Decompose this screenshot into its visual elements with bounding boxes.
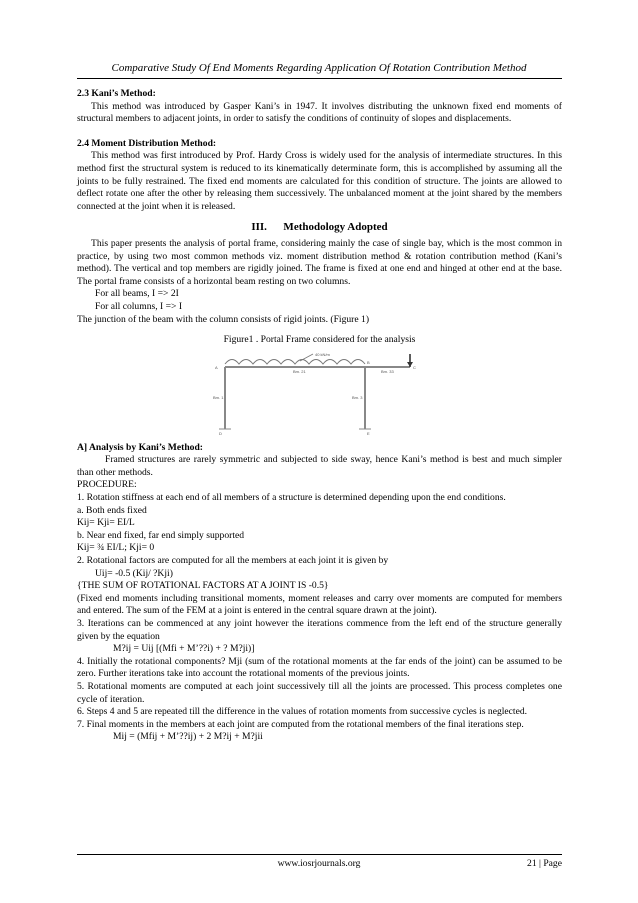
paragraph-a-intro: Framed structures are rarely symmetric and subjected to side sway, hence Kani’s method is best and much simpler than other methods. <box>77 454 562 478</box>
joint-e-label: E <box>366 430 370 436</box>
heading-2-4: 2.4 Moment Distribution Method: <box>77 137 217 149</box>
step-7-equation: Mij = (Mfij + M’??ij) + 2 M?ij + M?jii <box>113 731 263 743</box>
columns-rule: For all columns, I => I <box>95 300 183 312</box>
step-1a-equation: Kij= Kji= EI/L <box>77 517 135 529</box>
step-3-equation: M?ij = Uij [(Mfi + M’??i) + ? M?ji)] <box>113 643 255 655</box>
step-2-note: {THE SUM OF ROTATIONAL FACTORS AT A JOINT IS -0.5} <box>77 580 329 592</box>
step-5: 5. Rotational moments are computed at each joint successively till all the joints are processed. This process completes one cycle of iteration. <box>77 680 562 705</box>
step-3: 3. Iterations can be commenced at any joint however the iterations commence from the left end of the structure generally given by the equation <box>77 618 562 642</box>
joint-a-label: A <box>214 364 218 370</box>
joint-c-label: C <box>412 364 416 370</box>
paragraph-2-4: This method was first introduced by Prof. Hardy Cross is widely used for the analysis of intermediate structures. In this method first the structural system is reduced to its kinematically determinate form, this is accomplished by assuming all the joints to be fully restrained. The fixed end moments are calculated for this condition of structure. The joints are allowed to deflect rotate one after the other by releasing them successively. The unbalanced moment at the joint shared by the members connected at the joint when it is released. <box>77 150 562 212</box>
left-column-label: Bm. 1 <box>212 394 223 400</box>
step-7: 7. Final moments in the members at each joint are computed from the rotational members of the final iterations step. <box>77 718 524 730</box>
paragraph-2-3: This method was introduced by Gasper Kani’s in 1947. It involves distributing the unknown fixed end moments of structural members to adjacent joints, in order to satisfy the conditions of continuity of slopes and displacements. <box>77 100 562 125</box>
load-label: 40 kN/m <box>314 351 330 357</box>
heading-2-3: 2.3 Kani’s Method: <box>77 88 156 99</box>
step-2: 2. Rotational factors are computed for all the members at each joint it is given by <box>77 555 389 567</box>
beams-rule: For all beams, I => 2I <box>95 288 179 300</box>
udl-curve <box>225 359 365 364</box>
running-header: Comparative Study Of End Moments Regarding Application Of Rotation Contribution Method <box>111 62 527 74</box>
step-1b-equation: Kij= ¾ EI/L; Kji= 0 <box>77 542 155 554</box>
beam-label: Bm. 21 <box>292 368 306 374</box>
step-2-parenthetical: (Fixed end moments including transitional moments, moment releases and carry over moments are computed for members and entered. The sum of the FEM at a joint is entered in the central square drawn at the joint). <box>77 592 562 617</box>
step-4: 4. Initially the rotational components? Mji (sum of the rotational moments at the far ends of the joint) can be assumed to be zero. Further iterations take into account the rotational moments of the previous joints. <box>77 655 562 680</box>
page-content <box>77 88 562 744</box>
figure-caption: Figure1 . Portal Frame considered for the analysis <box>223 334 416 346</box>
footer-rule <box>77 854 562 855</box>
step-1b: b. Near end fixed, far end simply supported <box>77 529 245 541</box>
paragraph-3: This paper presents the analysis of portal frame, considering mainly the case of single bay, which is the most common in practice, by using two most common methods viz. moment distribution method & rotation contribution method (Kani’s method). The vertical and top members are rigidly joined. The frame is fixed at one end and hinged at other end at the base. The portal frame consists of a horizontal beam resting on two columns. <box>77 237 562 287</box>
joint-d-label: D <box>218 430 222 436</box>
junction-text: The junction of the beam with the column consists of rigid joints. (Figure 1) <box>77 313 370 325</box>
step-6: 6. Steps 4 and 5 are repeated till the difference in the values of rotation moments from successive cycles is neglected. <box>77 706 528 718</box>
portal-frame-figure <box>205 351 435 436</box>
cantilever-label: Bm. 33 <box>380 368 394 374</box>
step-1: 1. Rotation stiffness at each end of all members of a structure is determined depending upon the end conditions. <box>77 492 506 504</box>
header-rule <box>77 78 562 79</box>
step-2-equation: Uij= -0.5 (Kij/ ?Kji) <box>95 567 173 579</box>
footer-page-number: 21 | Page <box>527 858 562 869</box>
heading-a: A] Analysis by Kani’s Method: <box>77 441 203 453</box>
section-heading-3: III. Methodology Adopted <box>251 221 388 234</box>
footer-url: www.iosrjournals.org <box>277 858 361 869</box>
right-column-label: Bm. 3 <box>351 394 362 400</box>
joint-b-label: B <box>366 359 370 365</box>
step-1a: a. Both ends fixed <box>77 504 147 516</box>
procedure-label: PROCEDURE: <box>77 479 137 491</box>
